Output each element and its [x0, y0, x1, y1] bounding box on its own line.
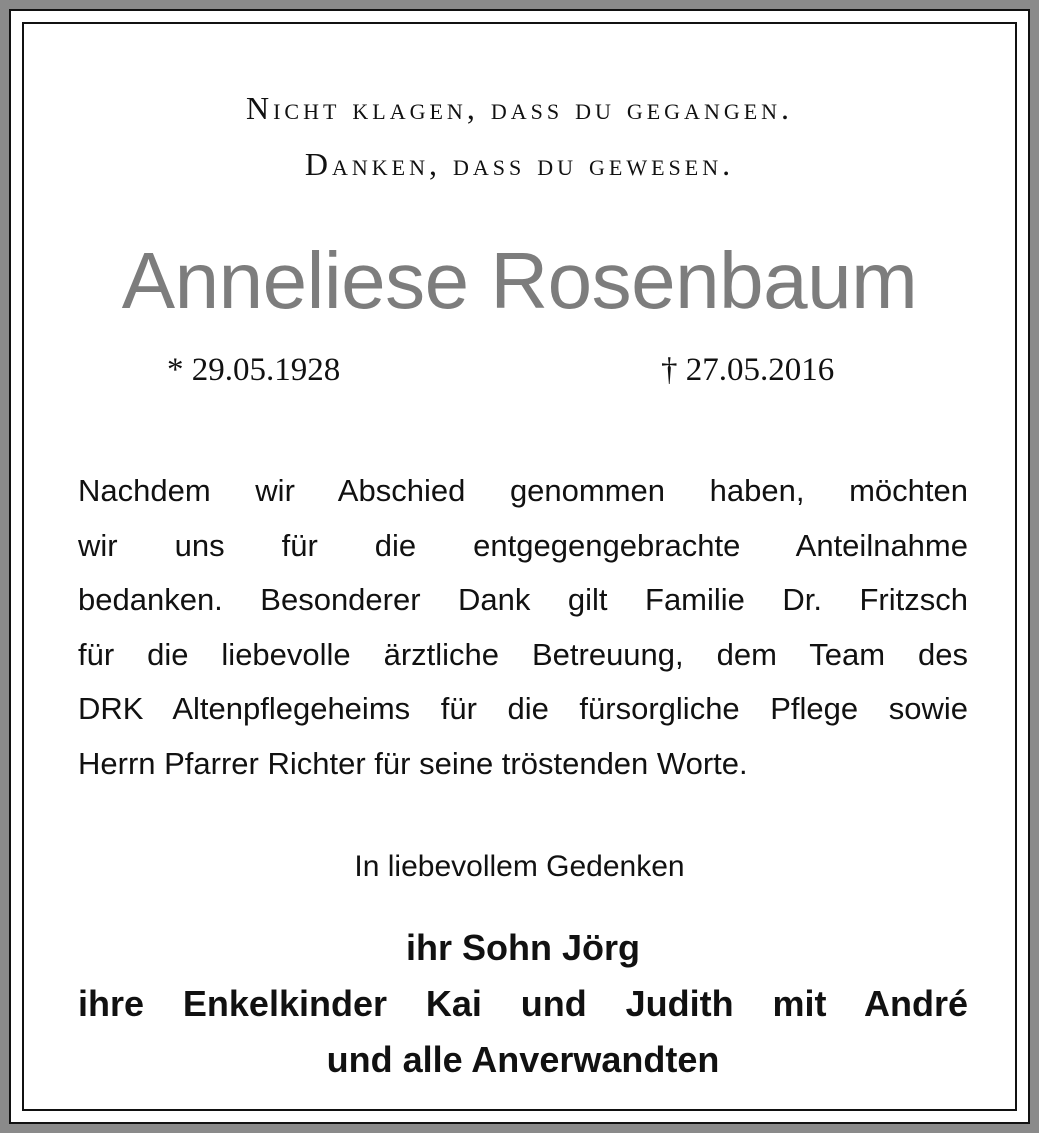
- motto-line-2: Danken, dass du gewesen.: [304, 146, 735, 182]
- deceased-name: Anneliese Rosenbaum: [121, 236, 918, 325]
- message-line: Nachdem wir Abschied genommen haben, möchten: [78, 473, 968, 508]
- signature-line: ihr Sohn Jörg: [406, 927, 640, 968]
- closing-phrase: In liebevollem Gedenken: [354, 850, 685, 883]
- message-line: Herrn Pfarrer Richter für seine tröstenden Worte.: [78, 745, 748, 781]
- thank-you-message: [78, 464, 968, 791]
- message-line: DRK Altenpflegeheims für die fürsorgliche Pflege sowie: [78, 691, 968, 726]
- motto-line-1: Nicht klagen, dass du gegangen.: [245, 90, 794, 126]
- signature-line: ihre Enkelkinder Kai und Judith mit André: [78, 983, 968, 1024]
- death-date: † 27.05.2016: [661, 352, 835, 388]
- signatures: [78, 920, 968, 1088]
- obituary-card: [22, 22, 1017, 1111]
- message-line: bedanken. Besonderer Dank gilt Familie Dr. Fritzsch: [78, 582, 968, 617]
- outer-frame: [9, 9, 1030, 1124]
- signature-line: und alle Anverwandten: [326, 1039, 720, 1080]
- message-line: wir uns für die entgegengebrachte Anteilnahme: [78, 527, 968, 563]
- message-line: für die liebevolle ärztliche Betreuung, dem Team des: [78, 636, 968, 672]
- birth-date: * 29.05.1928: [167, 352, 341, 388]
